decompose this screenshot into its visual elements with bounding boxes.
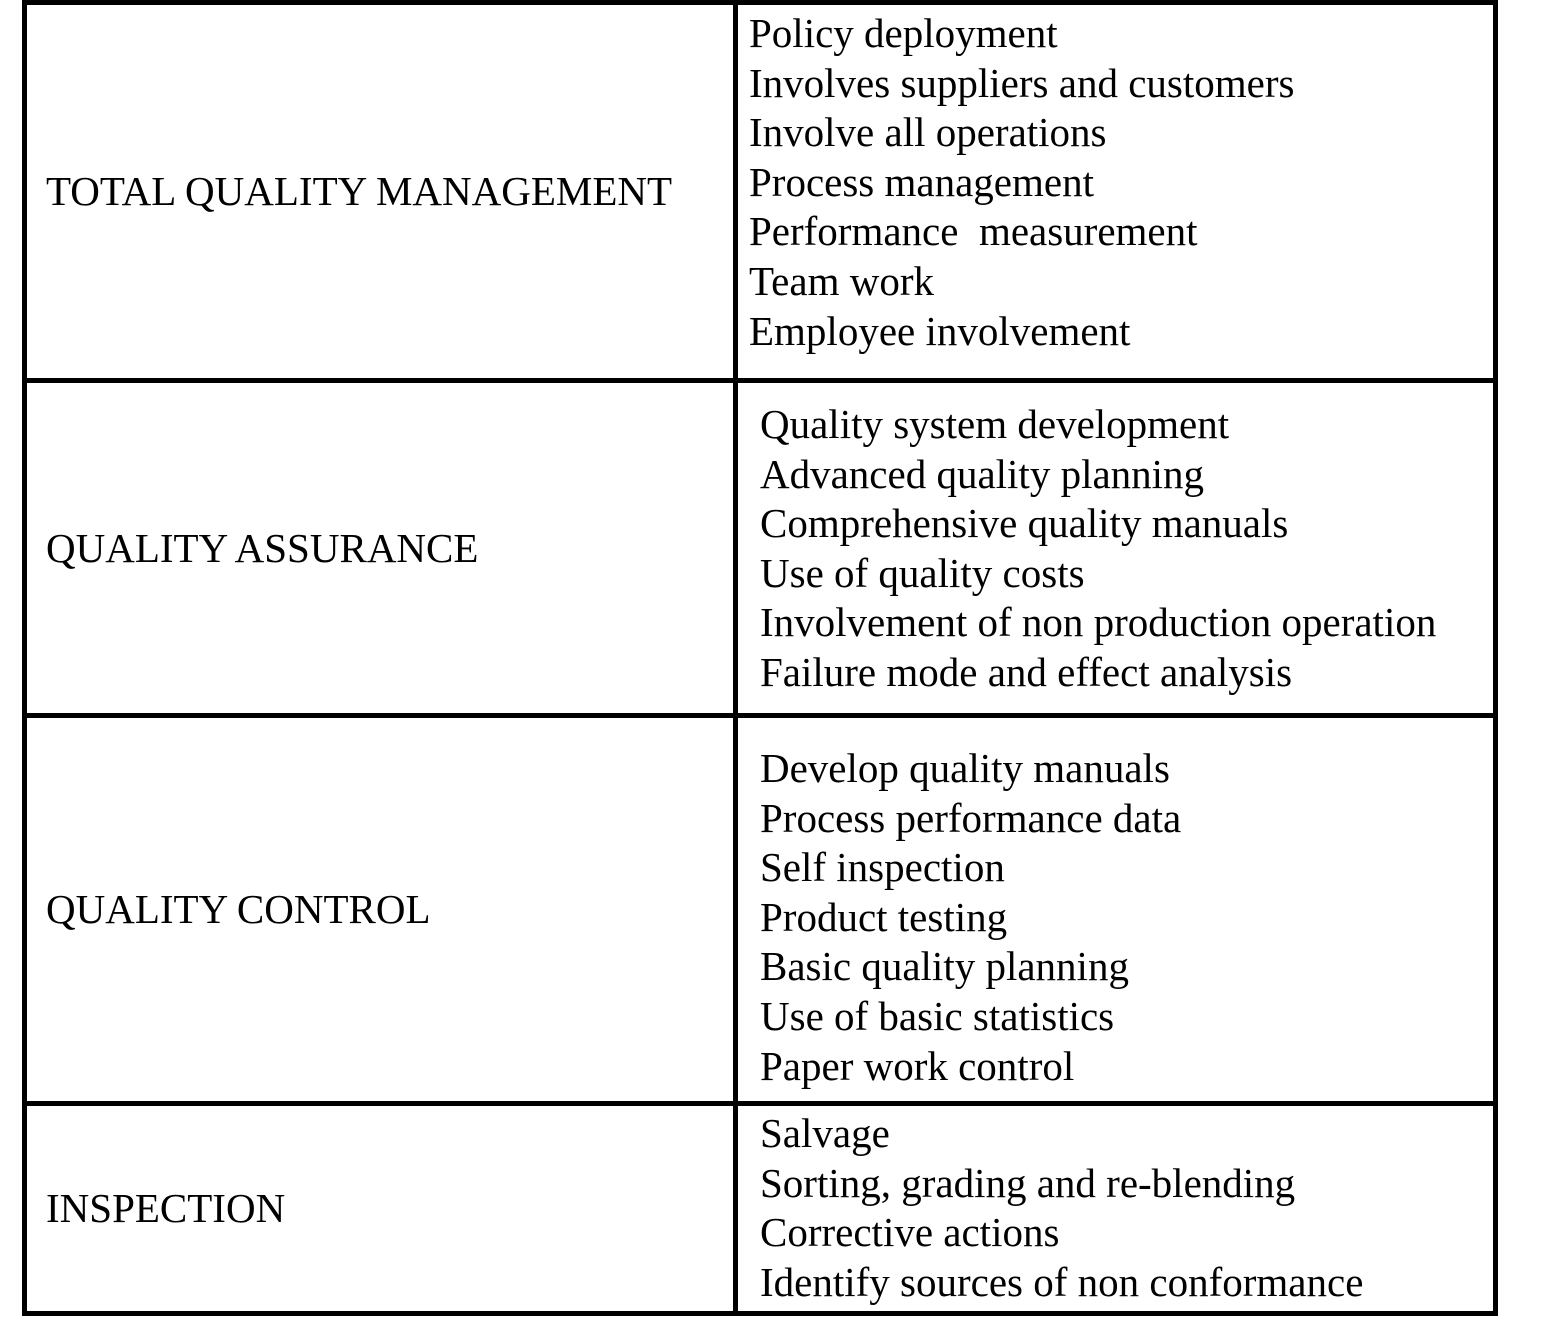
row-items <box>738 5 1493 378</box>
table-row-quality-control <box>27 718 1493 1106</box>
list-item: Identify sources of non conformance <box>760 1258 1364 1305</box>
list-item: Involvement of non production operation <box>760 599 1437 646</box>
row-items <box>738 1106 1493 1311</box>
list-item: Paper work control <box>760 1042 1075 1089</box>
list-item: Advanced quality planning <box>760 450 1205 497</box>
row-label: TOTAL QUALITY MANAGEMENT <box>27 5 738 378</box>
list-item: Product testing <box>760 893 1008 940</box>
list-item: Sorting, grading and re-blending <box>760 1159 1296 1206</box>
list-item: Salvage <box>760 1110 890 1156</box>
table-row-inspection <box>27 1106 1493 1311</box>
table-row-total-quality-management <box>27 5 1493 383</box>
row-label: QUALITY ASSURANCE <box>27 383 738 713</box>
list-item: Quality system development <box>760 401 1230 447</box>
list-item: Corrective actions <box>760 1209 1060 1256</box>
list-item: Team work <box>749 257 934 304</box>
list-item: Self inspection <box>760 844 1005 891</box>
list-item: Use of quality costs <box>760 549 1085 596</box>
list-item: Process performance data <box>760 794 1182 841</box>
list-item: Performance measurement <box>749 208 1198 255</box>
quality-levels-table <box>22 0 1498 1316</box>
list-item: Comprehensive quality manuals <box>760 500 1289 547</box>
list-item: Employee involvement <box>749 307 1131 354</box>
row-items <box>738 718 1493 1101</box>
list-item: Use of basic statistics <box>760 992 1115 1039</box>
list-item: Failure mode and effect analysis <box>760 648 1293 695</box>
row-label: INSPECTION <box>27 1106 738 1311</box>
list-item: Involves suppliers and customers <box>749 59 1295 106</box>
row-items <box>738 383 1493 713</box>
list-item: Process management <box>749 158 1094 205</box>
list-item: Develop quality manuals <box>760 745 1170 791</box>
list-item: Basic quality planning <box>760 943 1129 990</box>
table-row-quality-assurance <box>27 383 1493 718</box>
list-item: Involve all operations <box>749 109 1107 156</box>
list-item: Policy deployment <box>749 10 1058 56</box>
row-label: QUALITY CONTROL <box>27 718 738 1101</box>
